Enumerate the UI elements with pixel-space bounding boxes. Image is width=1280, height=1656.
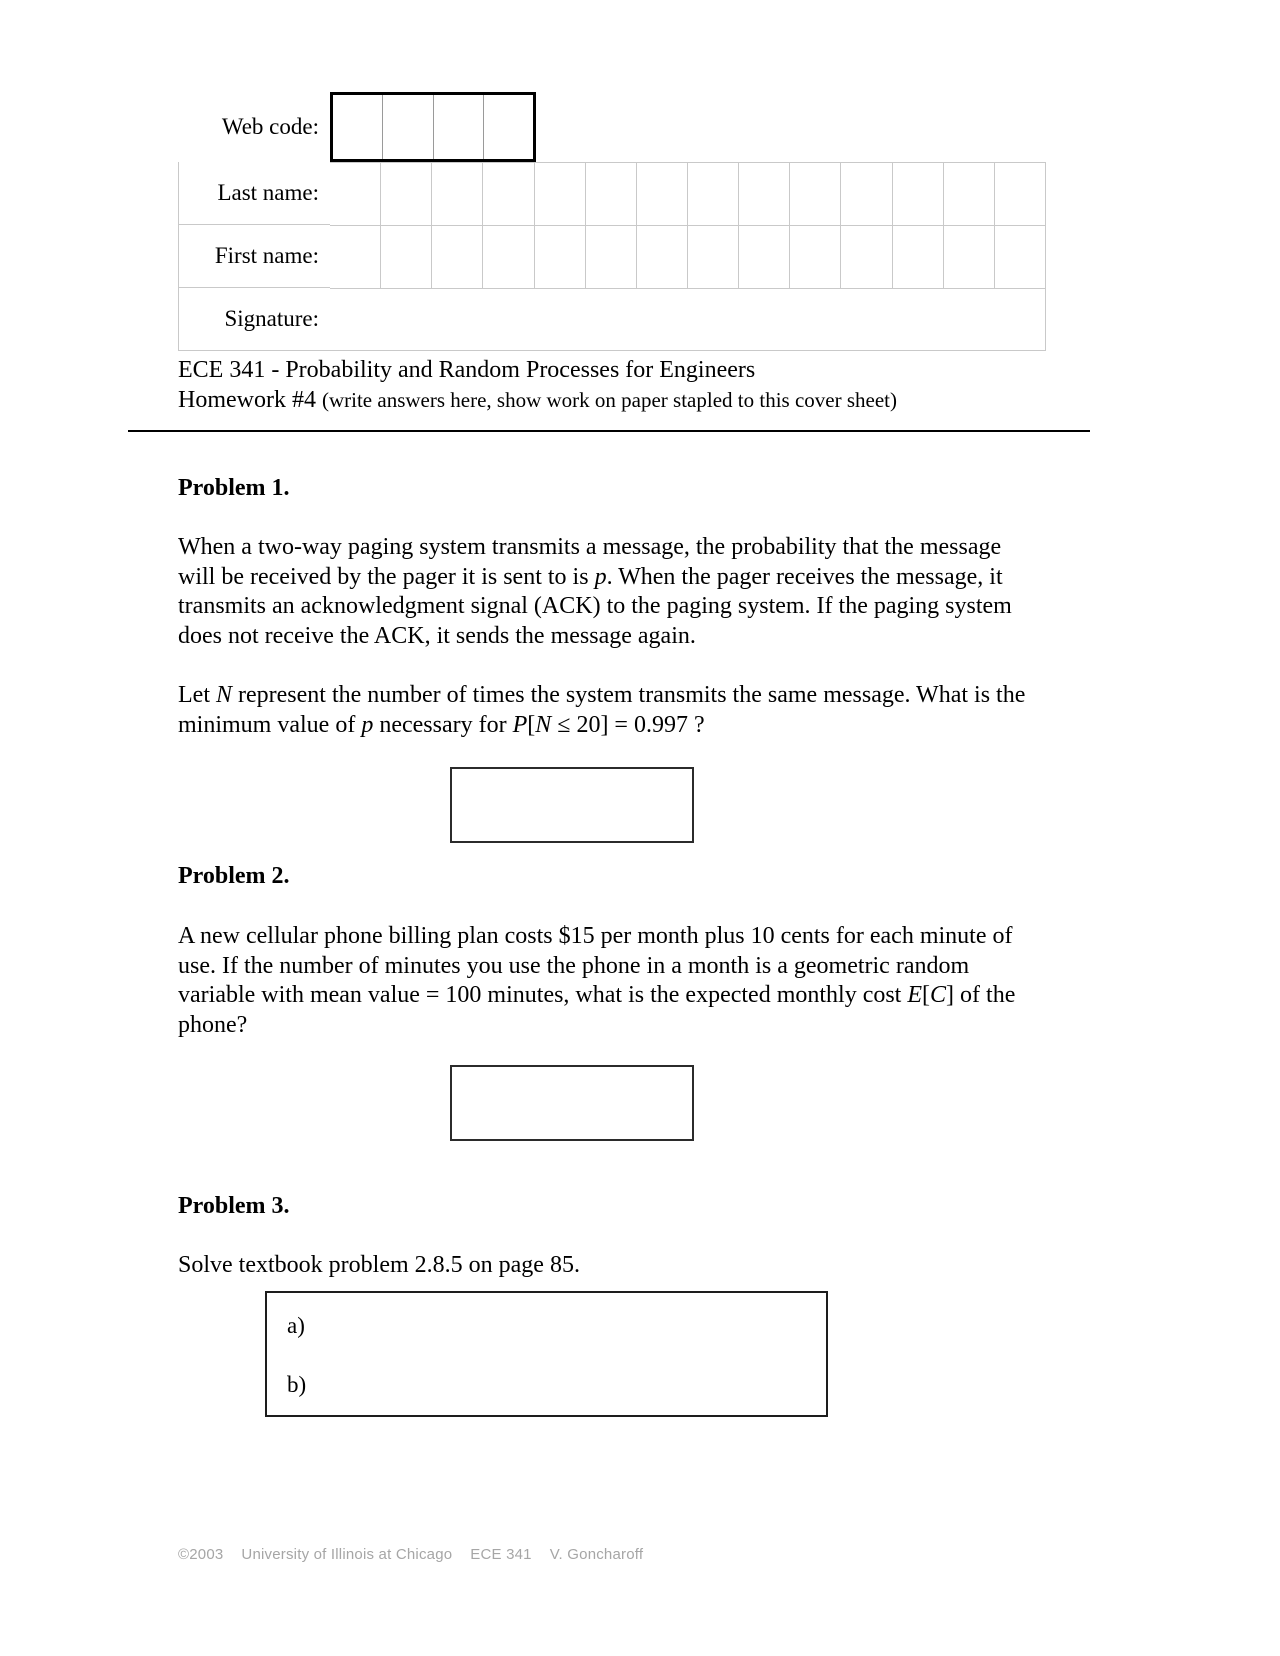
problem-2-paragraph-1: A new cellular phone billing plan costs $15 per month plus 10 cents for each minute of use. If the number of minutes you use the phone in a month is a geometric random variable with mean value = 100 minutes, what is the expected monthly cost E[C] of the phone? — [178, 923, 1016, 1038]
lastname-cell[interactable] — [841, 162, 892, 225]
assignment-note: (write answers here, show work on paper stapled to this cover sheet) — [321, 388, 897, 412]
lastname-cell[interactable] — [944, 162, 995, 225]
firstname-input-boxes[interactable] — [330, 225, 1046, 288]
assignment-line — [178, 385, 1078, 415]
firstname-cell[interactable] — [432, 225, 483, 288]
lastname-cell[interactable] — [381, 162, 432, 225]
firstname-cell[interactable] — [790, 225, 841, 288]
problem-3-part-a-label: a) — [287, 1313, 305, 1338]
firstname-cell[interactable] — [637, 225, 688, 288]
lastname-cell[interactable] — [893, 162, 944, 225]
course-title: ECE 341 - Probability and Random Processes for Engineers — [178, 357, 756, 383]
page-footer — [178, 1546, 643, 1563]
firstname-label: First name: — [178, 225, 330, 288]
lastname-cell[interactable] — [432, 162, 483, 225]
firstname-cell[interactable] — [381, 225, 432, 288]
webcode-label: Web code: — [221, 113, 319, 139]
webcode-cell[interactable] — [383, 95, 433, 159]
signature-row — [178, 288, 1046, 351]
footer-institution: University of Illinois at Chicago — [241, 1546, 453, 1563]
firstname-cell[interactable] — [330, 225, 381, 288]
webcode-cell[interactable] — [333, 95, 383, 159]
lastname-cell[interactable] — [483, 162, 534, 225]
firstname-cell[interactable] — [995, 225, 1046, 288]
firstname-cell[interactable] — [944, 225, 995, 288]
problem-1-paragraph-1: When a two-way paging system transmits a message, the probability that the message will be received by the pager it is sent to is p. When the pager receives the message, it transmits an acknowledgment signal (ACK) to the paging system. If the paging system does not receive the ACK, it sends the message again. — [178, 534, 1012, 649]
footer-course-code: ECE 341 — [470, 1546, 532, 1563]
problem-1-paragraph-2: Let N represent the number of times the system transmits the same message. What is the minimum value of p necessary for P[N ≤ 20] = 0.997 ? — [178, 682, 1026, 738]
problem-1-heading: Problem 1. — [178, 475, 290, 501]
problem-1-answer-box[interactable] — [450, 767, 694, 843]
problem-2-heading: Problem 2. — [178, 863, 290, 889]
firstname-cell[interactable] — [586, 225, 637, 288]
firstname-cell[interactable] — [535, 225, 586, 288]
lastname-cell[interactable] — [688, 162, 739, 225]
firstname-row — [178, 225, 1046, 288]
webcode-cell[interactable] — [484, 95, 533, 159]
lastname-cell[interactable] — [790, 162, 841, 225]
problem-3-part-b-label: b) — [287, 1372, 307, 1397]
lastname-input-boxes[interactable] — [330, 162, 1046, 225]
firstname-cell[interactable] — [893, 225, 944, 288]
lastname-cell[interactable] — [535, 162, 586, 225]
assignment-name: Homework #4 — [178, 387, 316, 413]
problem-3-answer-box[interactable] — [265, 1291, 828, 1417]
student-identification-table — [178, 92, 1046, 351]
webcode-row — [178, 92, 1046, 162]
lastname-label: Last name: — [178, 162, 330, 225]
lastname-cell[interactable] — [995, 162, 1046, 225]
course-title-block — [178, 355, 1078, 415]
firstname-cell[interactable] — [483, 225, 534, 288]
problem-3-heading: Problem 3. — [178, 1193, 290, 1219]
lastname-cell[interactable] — [739, 162, 790, 225]
header-divider-rule — [128, 430, 1090, 432]
firstname-cell[interactable] — [688, 225, 739, 288]
firstname-cell[interactable] — [739, 225, 790, 288]
lastname-cell[interactable] — [637, 162, 688, 225]
problem-2-answer-box[interactable] — [450, 1065, 694, 1141]
webcode-cell[interactable] — [434, 95, 484, 159]
footer-author: V. Goncharoff — [549, 1546, 644, 1563]
lastname-cell[interactable] — [330, 162, 381, 225]
lastname-cell[interactable] — [586, 162, 637, 225]
problem-3-paragraph-1: Solve textbook problem 2.8.5 on page 85. — [178, 1252, 580, 1278]
webcode-input-boxes[interactable] — [330, 92, 536, 162]
signature-label: Signature: — [178, 288, 330, 351]
firstname-cell[interactable] — [841, 225, 892, 288]
footer-copyright: ©2003 — [178, 1546, 224, 1563]
signature-input-area[interactable] — [330, 288, 1046, 351]
lastname-row — [178, 162, 1046, 225]
